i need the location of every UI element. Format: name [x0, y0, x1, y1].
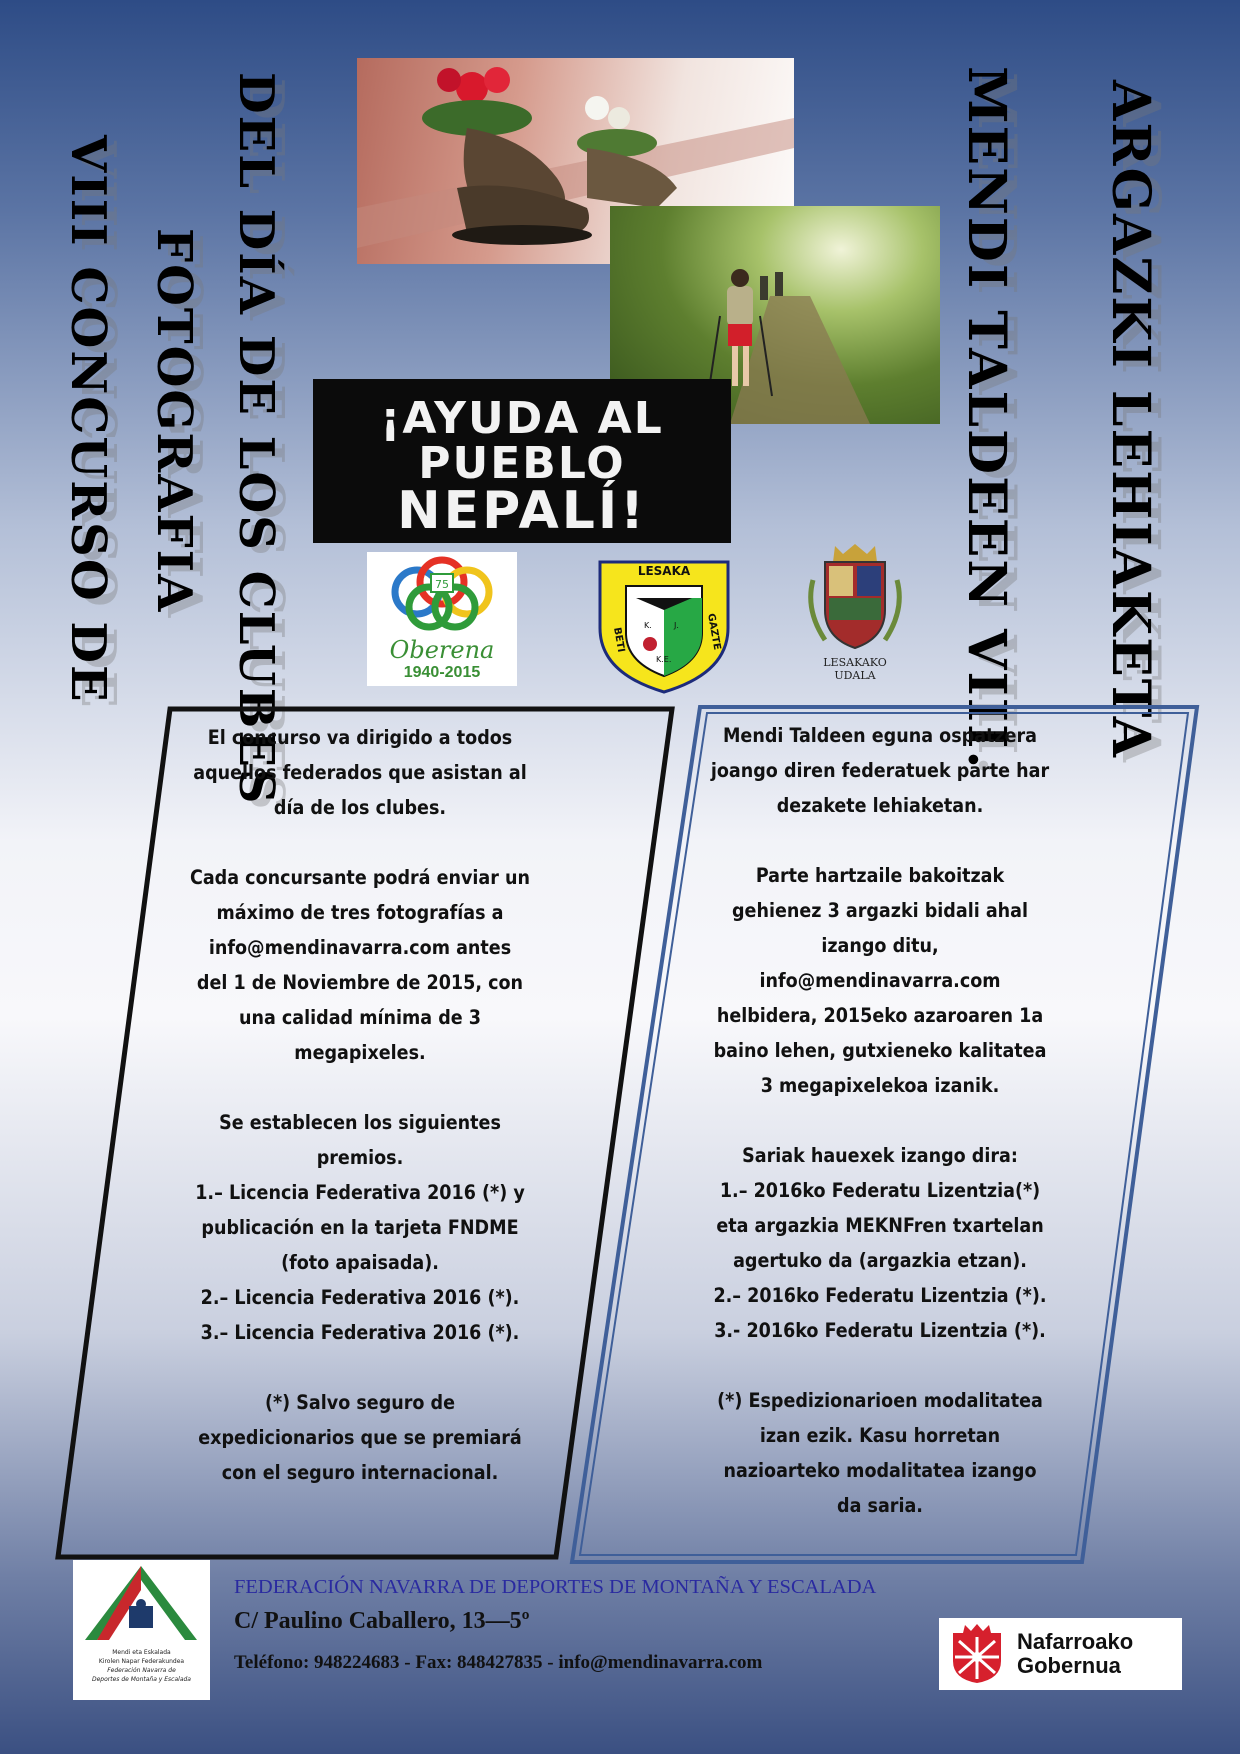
federation-address: C/ Paulino Caballero, 13—5º [234, 1608, 530, 1634]
federation-name: FEDERACIÓN NAVARRA DE DEPORTES DE MONTAÑA Y ESCALADA [234, 1576, 877, 1598]
fed-logo-text2: Kirolen Napar Federakundea [98, 1658, 185, 1665]
oberena-years: 1940-2015 [403, 664, 481, 681]
basque-rules-text: Mendi Taldeen eguna ospatzera joango diren federatuek parte har dezakete lehiaketan. Parte hartzaile bakoitzak gehienez 3 argazki bidali ahal izango ditu, info@mendinavarra.com helbidera, 2015eko azaroaren 1a baino lehen, gutxieneko kalitatea 3 megapixelekoa izanik. Sariak hauexek izango dira: 1.– 2016ko Federatu Lizentzia(*) eta argazkia MEKNFren txartelan agertuko da (argazkia etzan). 2.– 2016ko Federatu Lizentzia (*). 3.- 2016ko Federatu Lizentzia (*). (*) Espedizionarioen modalitatea izan ezik. Kasu horretan nazioarteko modalitatea izango da saria. [710, 724, 1050, 1517]
udala-line2: UDALA [834, 669, 876, 682]
oberena-badge: 75 [435, 578, 449, 591]
fed-logo-text4: Deportes de Montaña y Escalada [92, 1676, 191, 1683]
lesaka-ke-text: K.E. [656, 655, 672, 664]
nafarroako-gobernua-logo [939, 1618, 1182, 1690]
gov-line2: Gobernua [1017, 1653, 1121, 1678]
lesaka-k-text: K. [644, 621, 652, 630]
title-es-line3: DEL DÍA DE LOS CLUBES [228, 72, 284, 806]
banner-line3: NEPALÍ! [397, 481, 647, 541]
navarra-shield-icon [947, 1623, 1007, 1685]
banner-line1: ¡AYUDA AL [380, 393, 664, 444]
title-eu-line1: MENDI TALDEEN VIII. [956, 66, 1017, 771]
fed-logo-text1: Mendi eta Eskalada [112, 1649, 171, 1656]
fed-logo-text3: Federación Navarra de [107, 1667, 176, 1674]
banner-line2: PUEBLO [418, 438, 626, 489]
oberena-logo [367, 552, 517, 686]
lesaka-right-text: GAZTE [705, 612, 723, 651]
title-es-line1: VIII CONCURSO DE [60, 135, 116, 704]
nepal-help-banner [313, 379, 731, 543]
federation-contact: Teléfono: 948224683 - Fax: 848427835 - info@mendinavarra.com [234, 1652, 763, 1673]
lesaka-j-text: J. [674, 621, 679, 630]
lesakako-udala-logo [800, 540, 910, 690]
beti-gazte-shield-logo [596, 558, 732, 694]
oberena-name: Oberena [389, 636, 495, 664]
lesaka-top-text: LESAKA [637, 564, 691, 578]
title-eu-line2: ARGAZKI LEHIAKETA [1100, 80, 1161, 759]
federation-logo [73, 1560, 210, 1700]
gov-line1: Nafarroako [1017, 1629, 1134, 1654]
spanish-rules-text: El concurso va dirigido a todos aquellos federados que asistan al día de los clubes. Cada concursante podrá enviar un máximo de tres fotografías a info@mendinavarra.com antes del 1 de Noviembre de 2015, con una calidad mínima de 3 megapixeles. Se establecen los siguientes premios. 1.– Licencia Federativa 2016 (*) y publicación en la tarjeta FNDME (foto apaisada). 2.– Licencia Federativa 2016 (*). 3.– Licencia Federativa 2016 (*). (*) Salvo seguro de expedicionarios que se premiará con el seguro internacional. [189, 726, 531, 1484]
lesaka-left-text: BETI [611, 626, 627, 654]
title-es-line2: FOTOGRAFIA [146, 228, 202, 614]
udala-line1: LESAKAKO [823, 656, 887, 669]
